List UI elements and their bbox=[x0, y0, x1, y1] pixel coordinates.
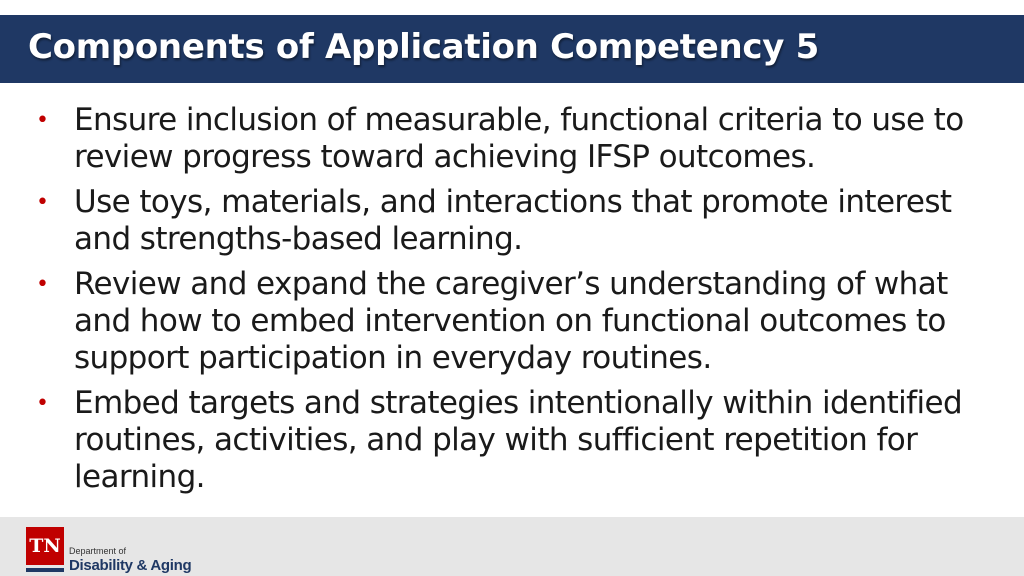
bullet-dot-icon: • bbox=[36, 272, 49, 297]
logo-department-of: Department of bbox=[69, 546, 127, 556]
title-bar bbox=[0, 15, 1024, 83]
slide-title: Components of Application Competency 5 bbox=[28, 27, 819, 67]
bullet-text: Ensure inclusion of measurable, functional criteria to use to review progress toward achieving IFSP outcomes. bbox=[74, 102, 964, 175]
bullet-dot-icon: • bbox=[36, 108, 49, 133]
bullet-dot-icon: • bbox=[36, 190, 49, 215]
bullet-item bbox=[30, 266, 1000, 377]
department-logo bbox=[26, 527, 226, 573]
logo-department-name: Disability & Aging bbox=[69, 557, 192, 574]
bullet-text: Use toys, materials, and interactions that promote interest and strengths-based learning. bbox=[74, 184, 952, 257]
footer bbox=[0, 517, 1024, 576]
logo-underline bbox=[26, 568, 64, 572]
bullet-item bbox=[30, 102, 1000, 176]
bullet-item bbox=[30, 184, 1000, 258]
bullet-dot-icon: • bbox=[36, 391, 49, 416]
bullet-item bbox=[30, 385, 1000, 496]
bullet-text: Embed targets and strategies intentionally within identified routines, activities, and play with sufficient repetition for learning. bbox=[74, 385, 963, 495]
bullet-list bbox=[30, 102, 1000, 496]
bullet-text: Review and expand the caregiver’s understanding of what and how to embed intervention on functional outcomes to support participation in everyday routines. bbox=[74, 266, 948, 376]
tn-logo-icon: TN bbox=[26, 527, 64, 565]
slide-content bbox=[30, 102, 1000, 504]
